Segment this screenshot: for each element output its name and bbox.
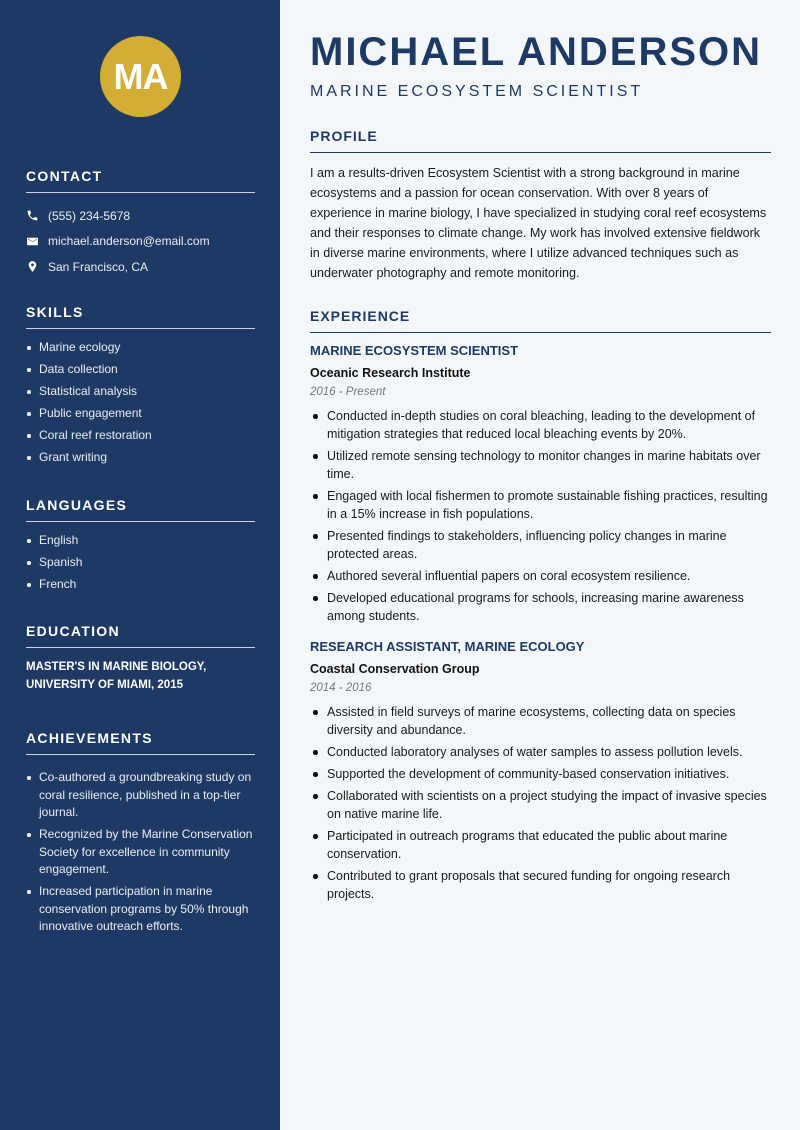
avatar bbox=[100, 36, 181, 117]
list-item: Authored several influential papers on coral ecosystem resilience. bbox=[310, 567, 771, 585]
list-item: English bbox=[26, 532, 255, 550]
job-title: MARINE ECOSYSTEM SCIENTIST bbox=[310, 343, 519, 358]
list-item: Conducted in-depth studies on coral bleaching, leading to the development of mitigation strategies that reduced local bleaching events by 20%. bbox=[310, 407, 771, 443]
list-item: Co-authored a groundbreaking study on coral resilience, published in a top-tier journal. bbox=[26, 769, 255, 822]
sidebar bbox=[0, 0, 280, 1130]
list-item: Assisted in field surveys of marine ecosystems, collecting data on species diversity and abundance. bbox=[310, 703, 771, 739]
list-item: Marine ecology bbox=[26, 339, 255, 357]
list-item: French bbox=[26, 576, 255, 594]
list-item: Participated in outreach programs that educated the public about marine conservation. bbox=[310, 827, 771, 863]
job-dates: 2014 - 2016 bbox=[310, 682, 372, 694]
achievements-list bbox=[26, 769, 255, 936]
list-item: Developed educational programs for schools, increasing marine awareness among students. bbox=[310, 589, 771, 625]
list-item: Statistical analysis bbox=[26, 383, 255, 401]
company: Coastal Conservation Group bbox=[310, 662, 480, 676]
experience-heading: EXPERIENCE bbox=[310, 308, 771, 333]
languages-list bbox=[26, 532, 255, 594]
list-item: Public engagement bbox=[26, 405, 255, 423]
languages-section bbox=[26, 497, 255, 598]
achievements-heading: ACHIEVEMENTS bbox=[26, 730, 255, 755]
job-title: MARINE ECOSYSTEM SCIENTIST bbox=[310, 83, 644, 100]
list-item: Recognized by the Marine Conservation Society for excellence in community engagement. bbox=[26, 826, 255, 879]
list-item: Grant writing bbox=[26, 449, 255, 467]
list-item: Collaborated with scientists on a project studying the impact of invasive species on native marine life. bbox=[310, 787, 771, 823]
email-icon bbox=[26, 235, 39, 248]
profile-text: I am a results-driven Ecosystem Scientist with a strong background in marine ecosystems and a passion for ocean conservation. With over 8 years of experience in marine biology, I have specialized in studying coral reef ecosystems and their responses to climate change. My work has involved extensive fieldwork in diverse marine environments, where I utilize advanced techniques such as underwater photography and remote monitoring. bbox=[310, 166, 767, 280]
contact-heading: CONTACT bbox=[26, 168, 255, 193]
job-title: RESEARCH ASSISTANT, MARINE ECOLOGY bbox=[310, 639, 585, 654]
skills-section bbox=[26, 304, 255, 471]
phone-icon bbox=[26, 209, 39, 222]
list-item: Presented findings to stakeholders, influencing policy changes in marine protected areas. bbox=[310, 527, 771, 563]
contact-location: San Francisco, CA bbox=[26, 254, 255, 280]
contact-phone: (555) 234-5678 bbox=[26, 203, 255, 229]
list-item: Spanish bbox=[26, 554, 255, 572]
experience-section bbox=[310, 308, 771, 907]
list-item: Supported the development of community-based conservation initiatives. bbox=[310, 765, 771, 783]
education-section bbox=[26, 623, 255, 694]
list-item: Contributed to grant proposals that secured funding for ongoing research projects. bbox=[310, 867, 771, 903]
person-name: MICHAEL ANDERSON bbox=[310, 30, 763, 74]
skills-heading: SKILLS bbox=[26, 304, 255, 329]
education-school: UNIVERSITY OF MIAMI, 2015 bbox=[26, 679, 183, 691]
list-item: Data collection bbox=[26, 361, 255, 379]
profile-section bbox=[310, 128, 771, 283]
achievements-section bbox=[26, 730, 255, 940]
languages-heading: LANGUAGES bbox=[26, 497, 255, 522]
list-item: Utilized remote sensing technology to monitor changes in marine habitats over time. bbox=[310, 447, 771, 483]
job-bullets bbox=[310, 703, 771, 903]
list-item: Coral reef restoration bbox=[26, 427, 255, 445]
contact-email: michael.anderson@email.com bbox=[26, 229, 255, 255]
job-entry bbox=[310, 639, 771, 903]
job-dates: 2016 - Present bbox=[310, 386, 386, 398]
job-bullets bbox=[310, 407, 771, 625]
company: Oceanic Research Institute bbox=[310, 366, 471, 380]
list-item: Conducted laboratory analyses of water samples to assess pollution levels. bbox=[310, 743, 771, 761]
profile-heading: PROFILE bbox=[310, 128, 771, 153]
job-entry bbox=[310, 343, 771, 625]
education-heading: EDUCATION bbox=[26, 623, 255, 648]
list-item: Engaged with local fishermen to promote sustainable fishing practices, resulting in a 15% increase in fish populations. bbox=[310, 487, 771, 523]
contact-section bbox=[26, 168, 255, 280]
location-pin-icon bbox=[26, 260, 39, 273]
skills-list bbox=[26, 339, 255, 467]
list-item: Increased participation in marine conservation programs by 50% through innovative outreach efforts. bbox=[26, 883, 255, 936]
avatar-initials: MA bbox=[113, 55, 168, 97]
education-degree: MASTER'S IN MARINE BIOLOGY, bbox=[26, 661, 207, 673]
